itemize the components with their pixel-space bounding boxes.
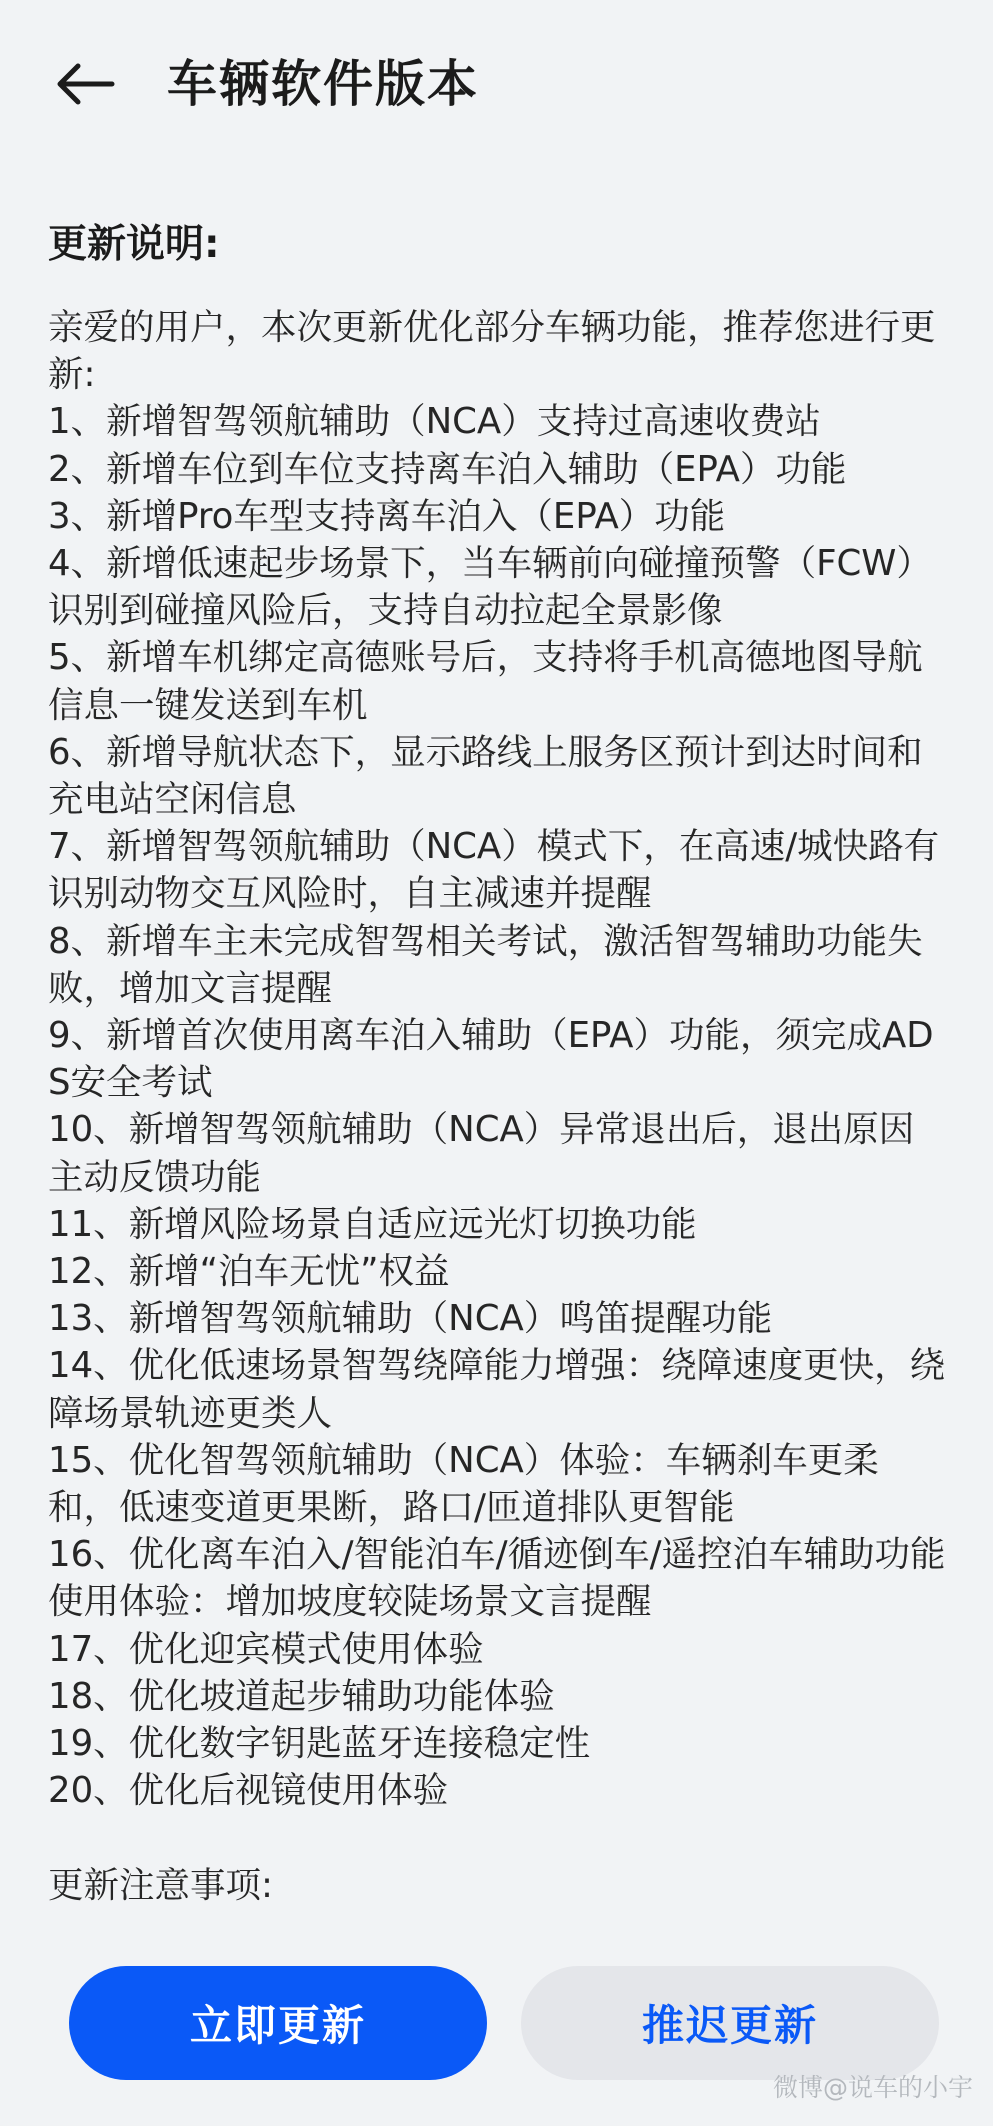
watermark: 微博@说车的小宇 — [772, 2073, 973, 2102]
arrow-left-icon — [52, 60, 116, 108]
app-header — [0, 0, 993, 170]
postpone-update-button[interactable]: 推迟更新 — [521, 1966, 939, 2080]
back-button[interactable] — [48, 48, 120, 120]
update-now-button[interactable]: 立即更新 — [69, 1966, 487, 2080]
release-notes-heading: 更新说明: — [48, 222, 220, 267]
page-title: 车辆软件版本 — [167, 55, 479, 113]
release-notes-text: 亲爱的用户，本次更新优化部分车辆功能，推荐您进行更新: 1、新增智驾领航辅助（NCA）支持过高速收费站 2、新增车位到车位支持离车泊入辅助（EPA）功能 3、新增Pro车型支持离车泊入（EPA）功能 4、新增低速起步场景下，当车辆前向碰撞预警（FCW）识别到碰撞风险后，支持自动拉起全景影像 5、新增车机绑定高德账号后，支持将手机高德地图导航信息一键发送到车机 6、新增导航状态下，显示路线上服务区预计到达时间和充电站空闲信息 7、新增智驾领航辅助（NCA）模式下，在高速/城快路有识别动物交互风险时，自主减速并提醒 8、新增车主未完成智驾相关考试，激活智驾辅助功能失败，增加文言提醒 9、新增首次使用离车泊入辅助（EPA）功能，须完成ADS安全考试 10、新增智驾领航辅助（NCA）异常退出后，退出原因主动反馈功能 11、新增风险场景自适应远光灯切换功能 12、新增“泊车无忧”权益 13、新增智驾领航辅助（NCA）鸣笛提醒功能 14、优化低速场景智驾绕障能力增强：绕障速度更快，绕障场景轨迹更类人 15、优化智驾领航辅助（NCA）体验：车辆刹车更柔和，低速变道更果断，路口/匝道排队更智能 16、优化离车泊入/智能泊车/循迹倒车/遥控泊车辅助功能使用体验：增加坡度较陡场景文言提醒 17、优化迎宾模式使用体验 18、优化坡道起步辅助功能体验 19、优化数字钥匙蓝牙连接稳定性 20、优化后视镜使用体验 更新注意事项: — [48, 307, 946, 1906]
release-notes-panel[interactable] — [48, 210, 948, 1915]
